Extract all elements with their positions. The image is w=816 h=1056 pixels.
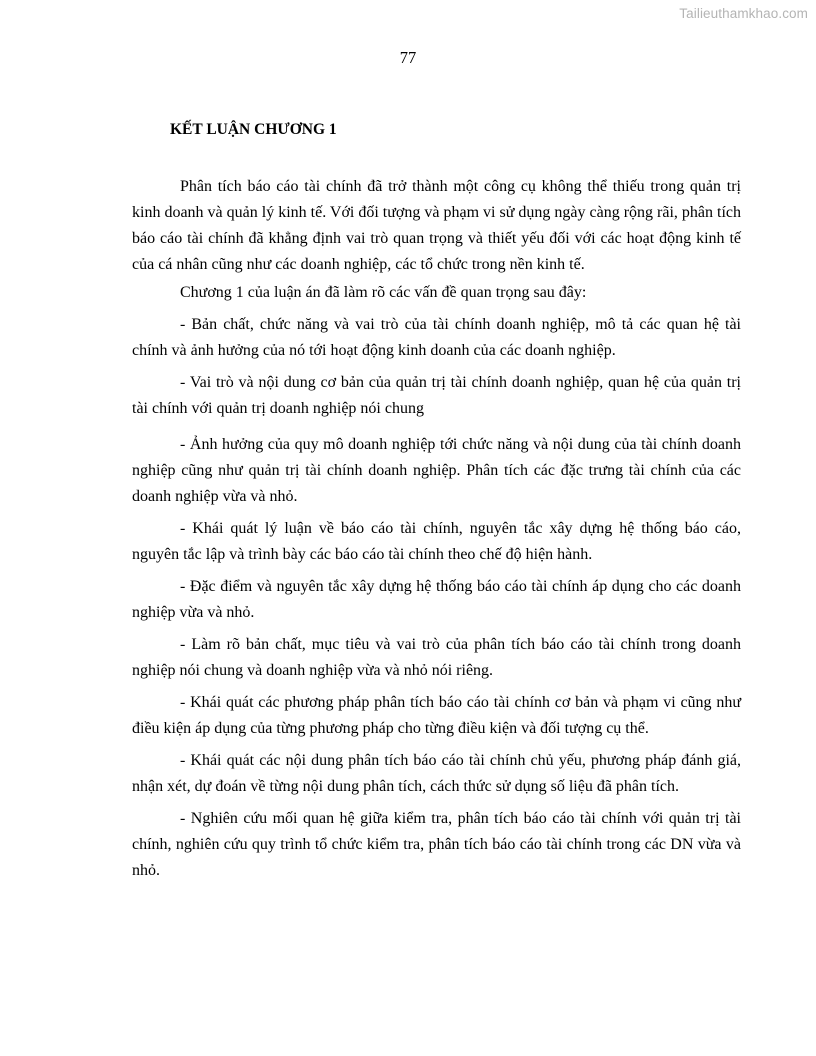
list-item: - Khái quát các nội dung phân tích báo cáo tài chính chủ yếu, phương pháp đánh giá, nhận xét, dự đoán về từng nội dung phân tích, cách thức sử dụng số liệu đã phân tích. xyxy=(132,752,741,795)
list-item: - Vai trò và nội dung cơ bản của quản trị tài chính doanh nghiệp, quan hệ của quản trị tài chính với quản trị doanh nghiệp nói chung xyxy=(132,374,741,417)
intro-paragraph: Phân tích báo cáo tài chính đã trở thành một công cụ không thể thiếu trong quản trị kinh doanh và quản lý kinh tế. Với đối tượng và phạm vi sử dụng ngày càng rộng rãi, phân tích báo cáo tài chính đã khẳng định vai trò quan trọng và thiết yếu đối với các hoạt động kinh tế của cá nhân cũng như các doanh nghiệp, các tổ chức trong nền kinh tế. xyxy=(132,178,741,273)
watermark-text: Tailieuthamkhao.com xyxy=(679,6,808,21)
list-item: - Nghiên cứu mối quan hệ giữa kiểm tra, phân tích báo cáo tài chính với quản trị tài chính, nghiên cứu quy trình tổ chức kiểm tra, phân tích báo cáo tài chính trong các DN vừa và nhỏ. xyxy=(132,810,741,879)
list-item: - Khái quát lý luận về báo cáo tài chính, nguyên tắc xây dựng hệ thống báo cáo, nguyên tắc lập và trình bày các báo cáo tài chính theo chế độ hiện hành. xyxy=(132,520,741,563)
list-item: - Ảnh hưởng của quy mô doanh nghiệp tới chức năng và nội dung của tài chính doanh nghiệp cũng như quản trị tài chính doanh nghiệp. Phân tích các đặc trưng tài chính của các doanh nghiệp vừa và nhỏ. xyxy=(132,436,741,505)
body-text xyxy=(132,174,741,884)
list-item: - Bản chất, chức năng và vai trò của tài chính doanh nghiệp, mô tả các quan hệ tài chính và ảnh hưởng của nó tới hoạt động kinh doanh của các doanh nghiệp. xyxy=(132,316,741,359)
list-item: - Khái quát các phương pháp phân tích báo cáo tài chính cơ bản và phạm vi cũng như điều kiện áp dụng của từng phương pháp cho từng điều kiện và đối tượng cụ thể. xyxy=(132,694,741,737)
list-item: - Đặc điểm và nguyên tắc xây dựng hệ thống báo cáo tài chính áp dụng cho các doanh nghiệp vừa và nhỏ. xyxy=(132,578,741,621)
page-number: 77 xyxy=(399,48,417,67)
list-item: - Làm rõ bản chất, mục tiêu và vai trò của phân tích báo cáo tài chính trong doanh nghiệp nói chung và doanh nghiệp vừa và nhỏ nói riêng. xyxy=(132,636,741,679)
lead-in-paragraph: Chương 1 của luận án đã làm rõ các vấn đề quan trọng sau đây: xyxy=(180,284,587,301)
chapter-conclusion-heading: KẾT LUẬN CHƯƠNG 1 xyxy=(170,121,337,138)
